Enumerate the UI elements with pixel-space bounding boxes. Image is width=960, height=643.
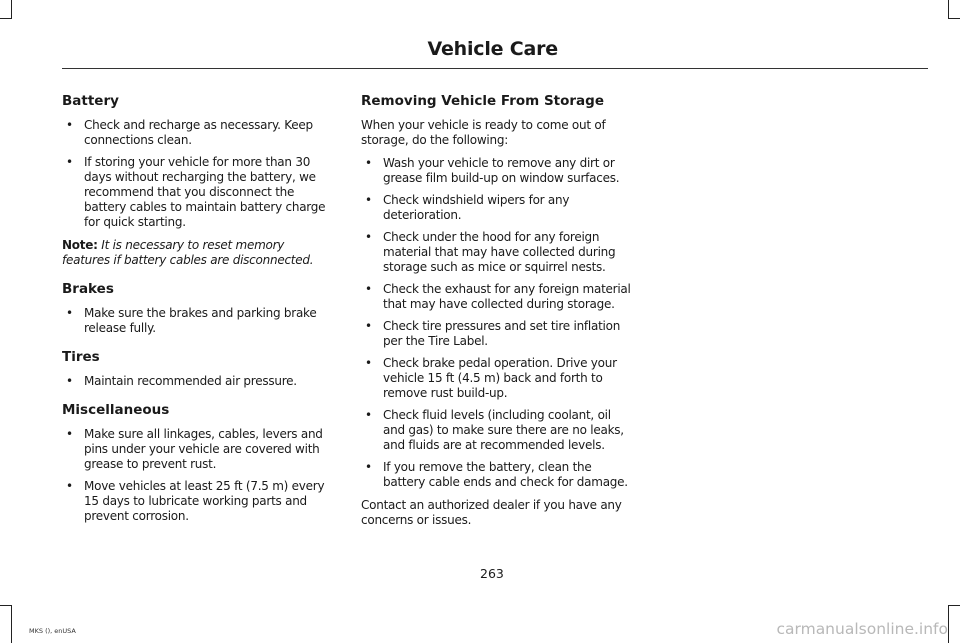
- crop-mark-bottom-left-h: [0, 605, 12, 606]
- list-item: • If you remove the battery, clean the battery cable ends and check for damage.: [361, 460, 632, 490]
- page-header-title: Vehicle Care: [427, 38, 558, 60]
- brakes-list: [62, 306, 332, 336]
- page-number: 263: [480, 566, 504, 581]
- list-item: • Check brake pedal operation. Drive your vehicle 15 ft (4.5 m) back and forth to remove rust build-up.: [361, 356, 632, 401]
- crop-mark-top-right-h: [948, 18, 960, 19]
- list-item: • Maintain recommended air pressure.: [62, 374, 332, 389]
- removing-storage-intro: When your vehicle is ready to come out of storage, do the following:: [361, 118, 606, 147]
- battery-note: [62, 238, 332, 268]
- list-item: • Make sure the brakes and parking brake release fully.: [62, 306, 332, 336]
- list-item: • Check windshield wipers for any deterioration.: [361, 193, 632, 223]
- battery-heading: Battery: [62, 93, 119, 109]
- list-item: • Check the exhaust for any foreign material that may have collected during storage.: [361, 282, 632, 312]
- watermark: carmanualsonline.info: [776, 620, 948, 638]
- list-item: • Check fluid levels (including coolant, oil and gas) to make sure there are no leaks, and fluids are at recommended levels.: [361, 408, 632, 453]
- crop-mark-bottom-right-v: [948, 605, 949, 643]
- crop-mark-bottom-right-h: [948, 605, 960, 606]
- note-text: It is necessary to reset memory features if battery cables are disconnected.: [62, 238, 314, 267]
- brakes-heading: Brakes: [62, 281, 114, 297]
- removing-storage-list: [361, 156, 632, 490]
- header-rule: [62, 68, 928, 69]
- crop-mark-top-left-h: [0, 18, 12, 19]
- list-item: • Check under the hood for any foreign material that may have collected during storage such as mice or squirrel nests.: [361, 230, 632, 275]
- removing-storage-closing: Contact an authorized dealer if you have any concerns or issues.: [361, 498, 622, 527]
- list-item: • Make sure all linkages, cables, levers and pins under your vehicle are covered with grease to prevent rust.: [62, 427, 332, 472]
- crop-mark-bottom-left-v: [11, 605, 12, 643]
- right-column: [361, 92, 632, 536]
- note-label: Note:: [62, 238, 98, 252]
- miscellaneous-heading: Miscellaneous: [62, 402, 170, 418]
- removing-storage-heading: Removing Vehicle From Storage: [361, 93, 604, 109]
- footer-model-locale: MKS (), enUSA: [29, 627, 76, 635]
- left-column: [62, 92, 332, 532]
- tires-heading: Tires: [62, 349, 100, 365]
- list-item: • Check and recharge as necessary. Keep connections clean.: [62, 118, 332, 148]
- miscellaneous-list: [62, 427, 332, 524]
- list-item: • If storing your vehicle for more than 30 days without recharging the battery, we recommend that you disconnect the battery cables to maintain battery charge for quick starting.: [62, 155, 332, 230]
- tires-list: [62, 374, 332, 389]
- list-item: • Check tire pressures and set tire inflation per the Tire Label.: [361, 319, 632, 349]
- battery-list: [62, 118, 332, 230]
- crop-mark-top-right-v: [948, 0, 949, 18]
- list-item: • Move vehicles at least 25 ft (7.5 m) every 15 days to lubricate working parts and prevent corrosion.: [62, 479, 332, 524]
- crop-mark-top-left-v: [11, 0, 12, 18]
- list-item: • Wash your vehicle to remove any dirt or grease film build-up on window surfaces.: [361, 156, 632, 186]
